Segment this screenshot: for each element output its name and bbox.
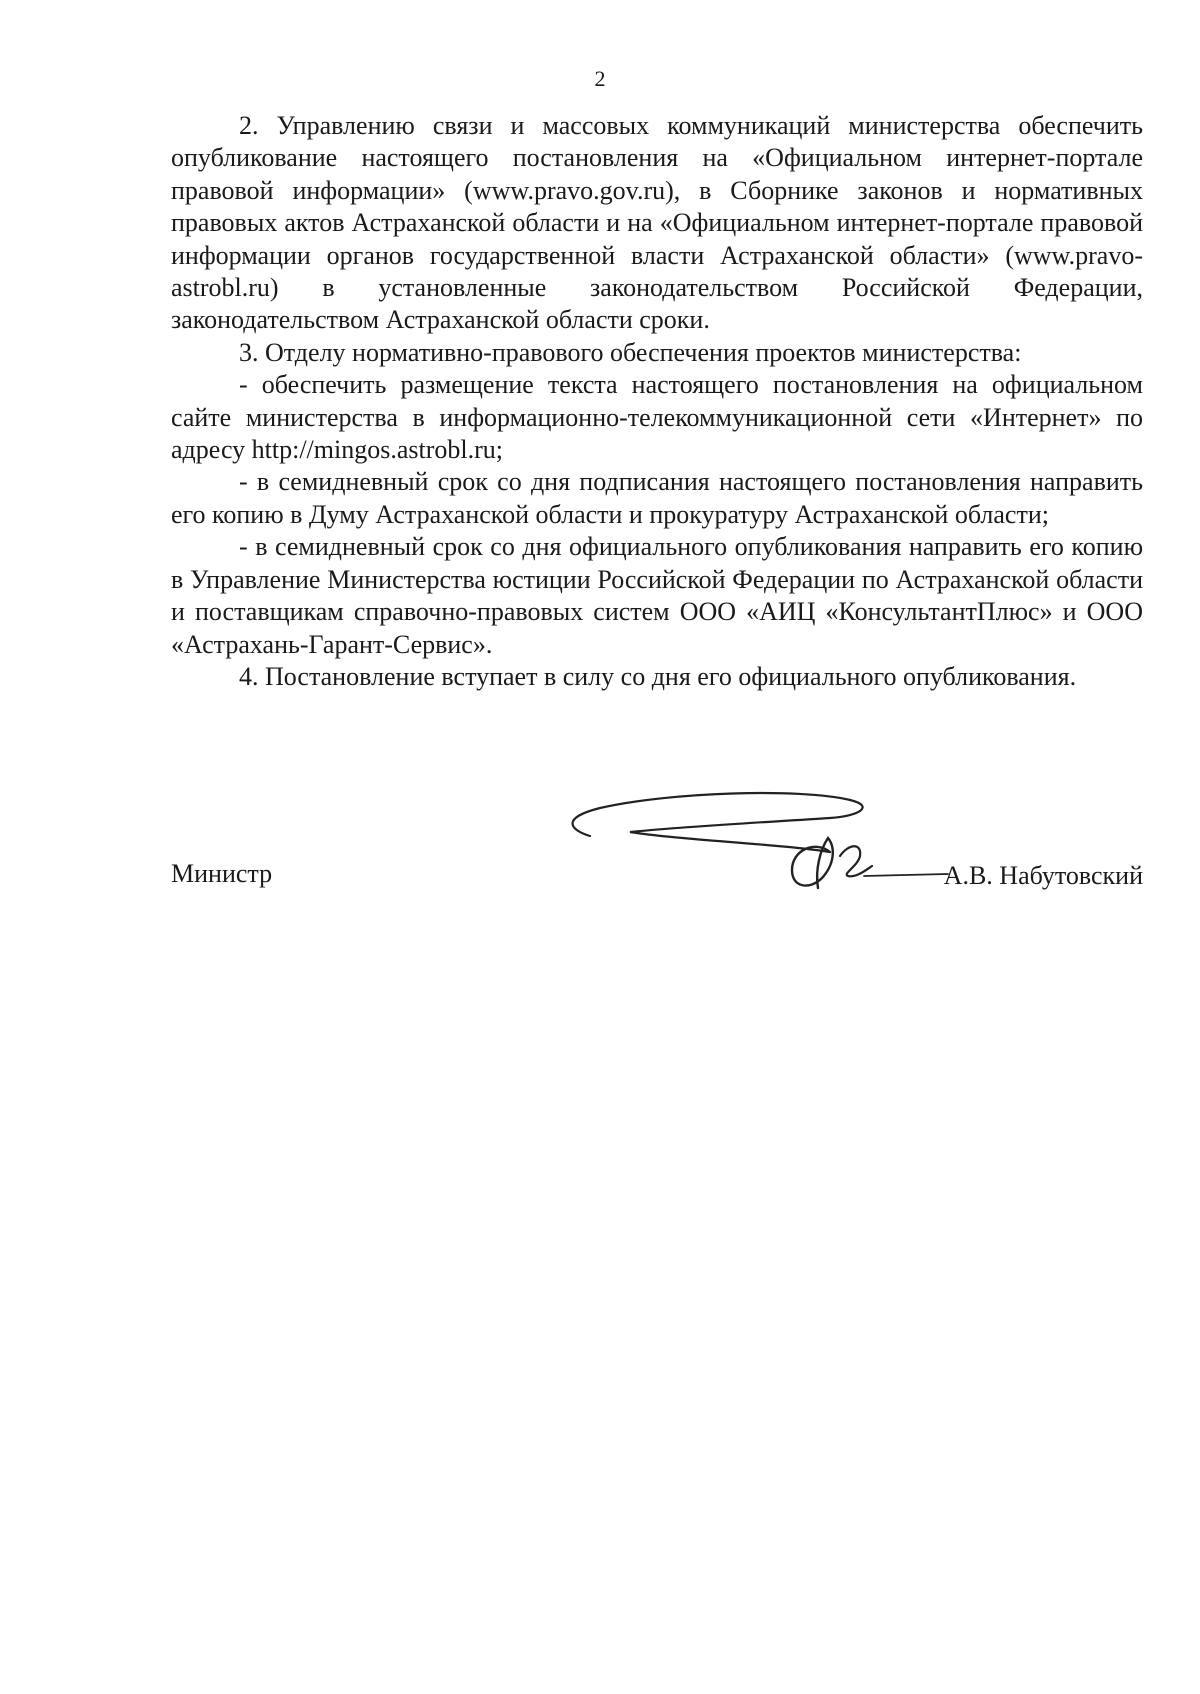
signature-block [171, 858, 1143, 898]
paragraph-item-4: 4. Постановление вступает в силу со дня его официального опубликования. [239, 661, 1077, 691]
signatory-name: А.В. Набутовский [943, 861, 1143, 890]
signatory-position: Министр [171, 859, 273, 888]
paragraph-item-3-bullet-2: - в семидневный срок со дня подписания настоящего постановления направить его копию в Думу Астраханской области и прокуратуру Астраханской области; [171, 467, 1143, 529]
paragraph-item-3-bullet-3: - в семидневный срок со дня официального опубликования направить его копию в Управление Министерства юстиции Российской Федерации по Астраханской области и поставщикам справочно-правовых систем ООО «АИЦ «КонсультантПлюс» и ООО «Астрахань-Гарант-Сервис». [171, 532, 1143, 659]
paragraph-item-3-bullet-1: - обеспечить размещение текста настоящего постановления на официальном сайте министерства в информационно-телекоммуникационной сети «Интернет» по адресу http://mingos.astrobl.ru; [171, 370, 1143, 465]
document-body [171, 110, 1143, 693]
paragraph-item-2: 2. Управлению связи и массовых коммуникаций министерства обеспечить опубликование настоящего постановления на «Официальном интернет-портале правовой информации» (www.pravo.gov.ru), в Сборнике законов и нормативных правовых актов Астраханской области и на «Официальном интернет-портале правовой информации органов государственной власти Астраханской области» (www.pravo-astrobl.ru) в установленные законодательством Российской Федерации, законодательством Астраханской области сроки. [171, 111, 1143, 335]
page-number: 2 [594, 66, 606, 91]
paragraph-item-3: 3. Отделу нормативно-правового обеспечения проектов министерства: [239, 337, 1022, 367]
